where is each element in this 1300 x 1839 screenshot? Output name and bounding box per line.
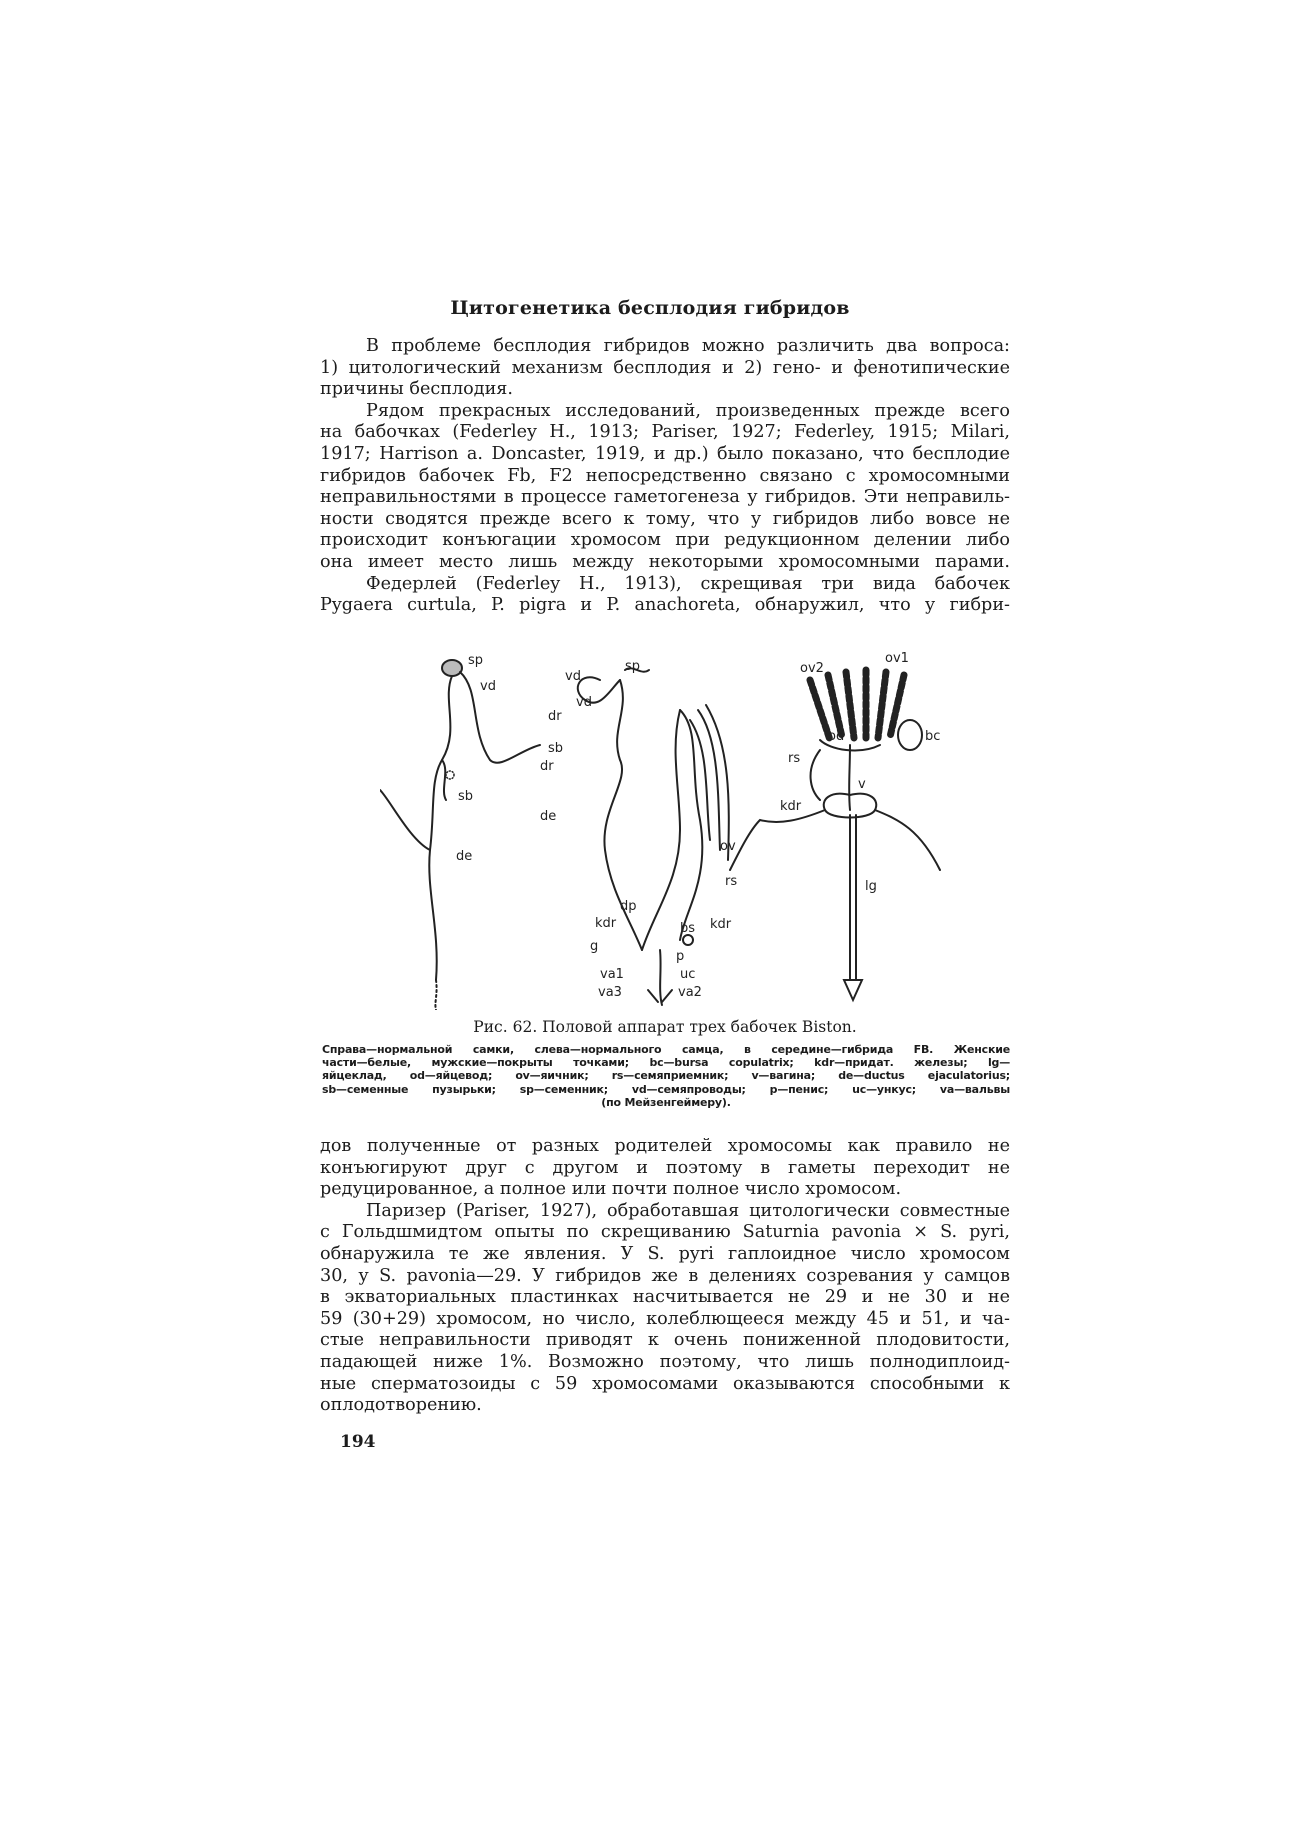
label-sb: sb [548, 741, 564, 756]
label-g: g [590, 939, 599, 954]
paragraph-line: в экваториальных пластинках насчитывается не 29 и не 30 и не [320, 1287, 1010, 1308]
text-block-bottom [320, 1136, 1010, 1417]
caption-line: яйцеклад, od—яйцевод; ov—яичник; rs—семяприемник; v—вагина; de—ductus ejaculatorius; [322, 1069, 1010, 1083]
label-vd: vd [565, 669, 581, 684]
label-sp: sp [625, 659, 641, 674]
figure-title: Рис. 62. Половой аппарат трех бабочек Biston. [473, 1018, 857, 1036]
caption-line: sb—семенные пузырьки; sp—семенник; vd—семяпроводы; p—пенис; uc—ункус; va—вальвы [322, 1082, 1010, 1096]
paragraph-line: Pygaera curtula, P. pigra и P. anachoreta, обнаружил, что у гибри- [320, 595, 1010, 616]
paragraph-line: обнаружила те же явления. У S. pyri гаплоидное число хромосом [320, 1243, 1010, 1264]
paragraph-line: Паризер (Pariser, 1927), обработавшая цитологически совместные [366, 1200, 1010, 1221]
paragraph-line: Рядом прекрасных исследований, произведенных прежде всего [366, 400, 1010, 421]
label-dr: dr [548, 709, 562, 724]
paragraph-line: с Гольдшмидтом опыты по скрещиванию Saturnia pavonia × S. pyri, [320, 1222, 1010, 1243]
hybrid-organ-drawing [578, 668, 729, 1005]
label-sb: sb [458, 789, 474, 804]
caption-line: части—белые, мужские—покрыты точками; bc—bursa copulatrix; kdr—придат. железы; lg— [322, 1056, 1010, 1070]
label-va1: va1 [600, 967, 624, 982]
paragraph-line: 30, у S. pavonia—29. У гибридов же в делениях созревания у самцов [320, 1265, 1010, 1286]
label-rs: rs [725, 874, 738, 889]
paragraph-line: на бабочках (Federley H., 1913; Pariser, 1927; Federley, 1915; Milari, [320, 422, 1010, 443]
paragraph-line: 1917; Harrison a. Doncaster, 1919, и др.) было показано, что бесплодие [320, 443, 1010, 464]
caption-line: (по Мейзенгеймеру). [601, 1095, 731, 1109]
label-vd: vd [480, 679, 496, 694]
paragraph-line: происходит конъюгации хромосом при редукционном делении либо [320, 530, 1010, 551]
label-dr: dr [540, 759, 554, 774]
paragraph-line: причины бесплодия. [320, 379, 513, 400]
paragraph-line: гибридов бабочек Fb, F2 непосредственно связано с хромосомными [320, 465, 1010, 486]
label-bc: bc [925, 729, 941, 744]
paragraph-line: конъюгируют друг с другом и поэтому в гаметы переходит не [320, 1157, 1010, 1178]
text-block-top [320, 336, 1010, 617]
paragraph-line: ности сводятся прежде всего к тому, что у гибридов либо вовсе не [320, 508, 1010, 529]
paragraph-line: 59 (30+29) хромосом, но число, колеблющееся между 45 и 51, и ча- [320, 1308, 1010, 1329]
label-bs: bs [680, 921, 696, 936]
label-dp: dp [620, 899, 637, 914]
figure-illustration [380, 650, 1000, 1010]
label-kdr: kdr [595, 916, 617, 931]
paragraph-line: В проблеме бесплодия гибридов можно различить два вопроса: [366, 336, 1010, 356]
paragraph-line: дов полученные от разных родителей хромосомы как правило не [320, 1136, 1010, 1156]
label-ov1: ov1 [885, 651, 909, 666]
label-de: de [456, 849, 473, 864]
label-va3: va3 [598, 985, 622, 1000]
paragraph-line: стые неправильности приводят к очень пониженной плодовитости, [320, 1330, 1010, 1351]
label-va2: va2 [678, 985, 702, 1000]
page-number: 194 [340, 1432, 376, 1452]
paragraph-line: оплодотворению. [320, 1395, 482, 1416]
paragraph-line: ные сперматозоиды с 59 хромосомами оказываются способными к [320, 1373, 1010, 1394]
label-de: de [540, 809, 557, 824]
label-v: v [858, 777, 866, 792]
label-ov: ov [720, 839, 736, 854]
female-organ-drawing [730, 670, 940, 1000]
label-sp: sp [468, 653, 484, 668]
label-kdr: kdr [710, 917, 732, 932]
label-lg: lg [865, 879, 877, 894]
label-kdr: kdr [780, 799, 802, 814]
paragraph-line: редуцированное, а полное или почти полное число хромосом. [320, 1179, 902, 1200]
figure-caption [322, 1043, 1010, 1109]
section-title: Цитогенетика бесплодия гибридов [450, 297, 850, 319]
paragraph-line: Федерлей (Federley H., 1913), скрещивая три вида бабочек [366, 573, 1010, 594]
label-p: p [676, 949, 685, 964]
paragraph-line: неправильностями в процессе гаметогенеза у гибридов. Эти неправиль- [320, 487, 1010, 508]
caption-line: Справа—нормальной самки, слева—нормального самца, в середине—гибрида FB. Женские [322, 1043, 1010, 1056]
label-ov2: ov2 [800, 661, 824, 676]
paragraph-line: 1) цитологический механизм бесплодия и 2) гено- и фенотипические [320, 357, 1010, 378]
paragraph-line: она имеет место лишь между некоторыми хромосомными парами. [320, 551, 1010, 572]
paragraph-line: падающей ниже 1%. Возможно поэтому, что лишь полнодиплоид- [320, 1351, 1010, 1372]
label-uc: uc [680, 967, 696, 982]
reproductive-apparatus-drawing [380, 650, 1000, 1010]
male-organ-drawing [380, 660, 540, 1010]
label-rs: rs [788, 751, 801, 766]
label-vd: vd [576, 695, 592, 710]
label-od: od [828, 729, 845, 744]
